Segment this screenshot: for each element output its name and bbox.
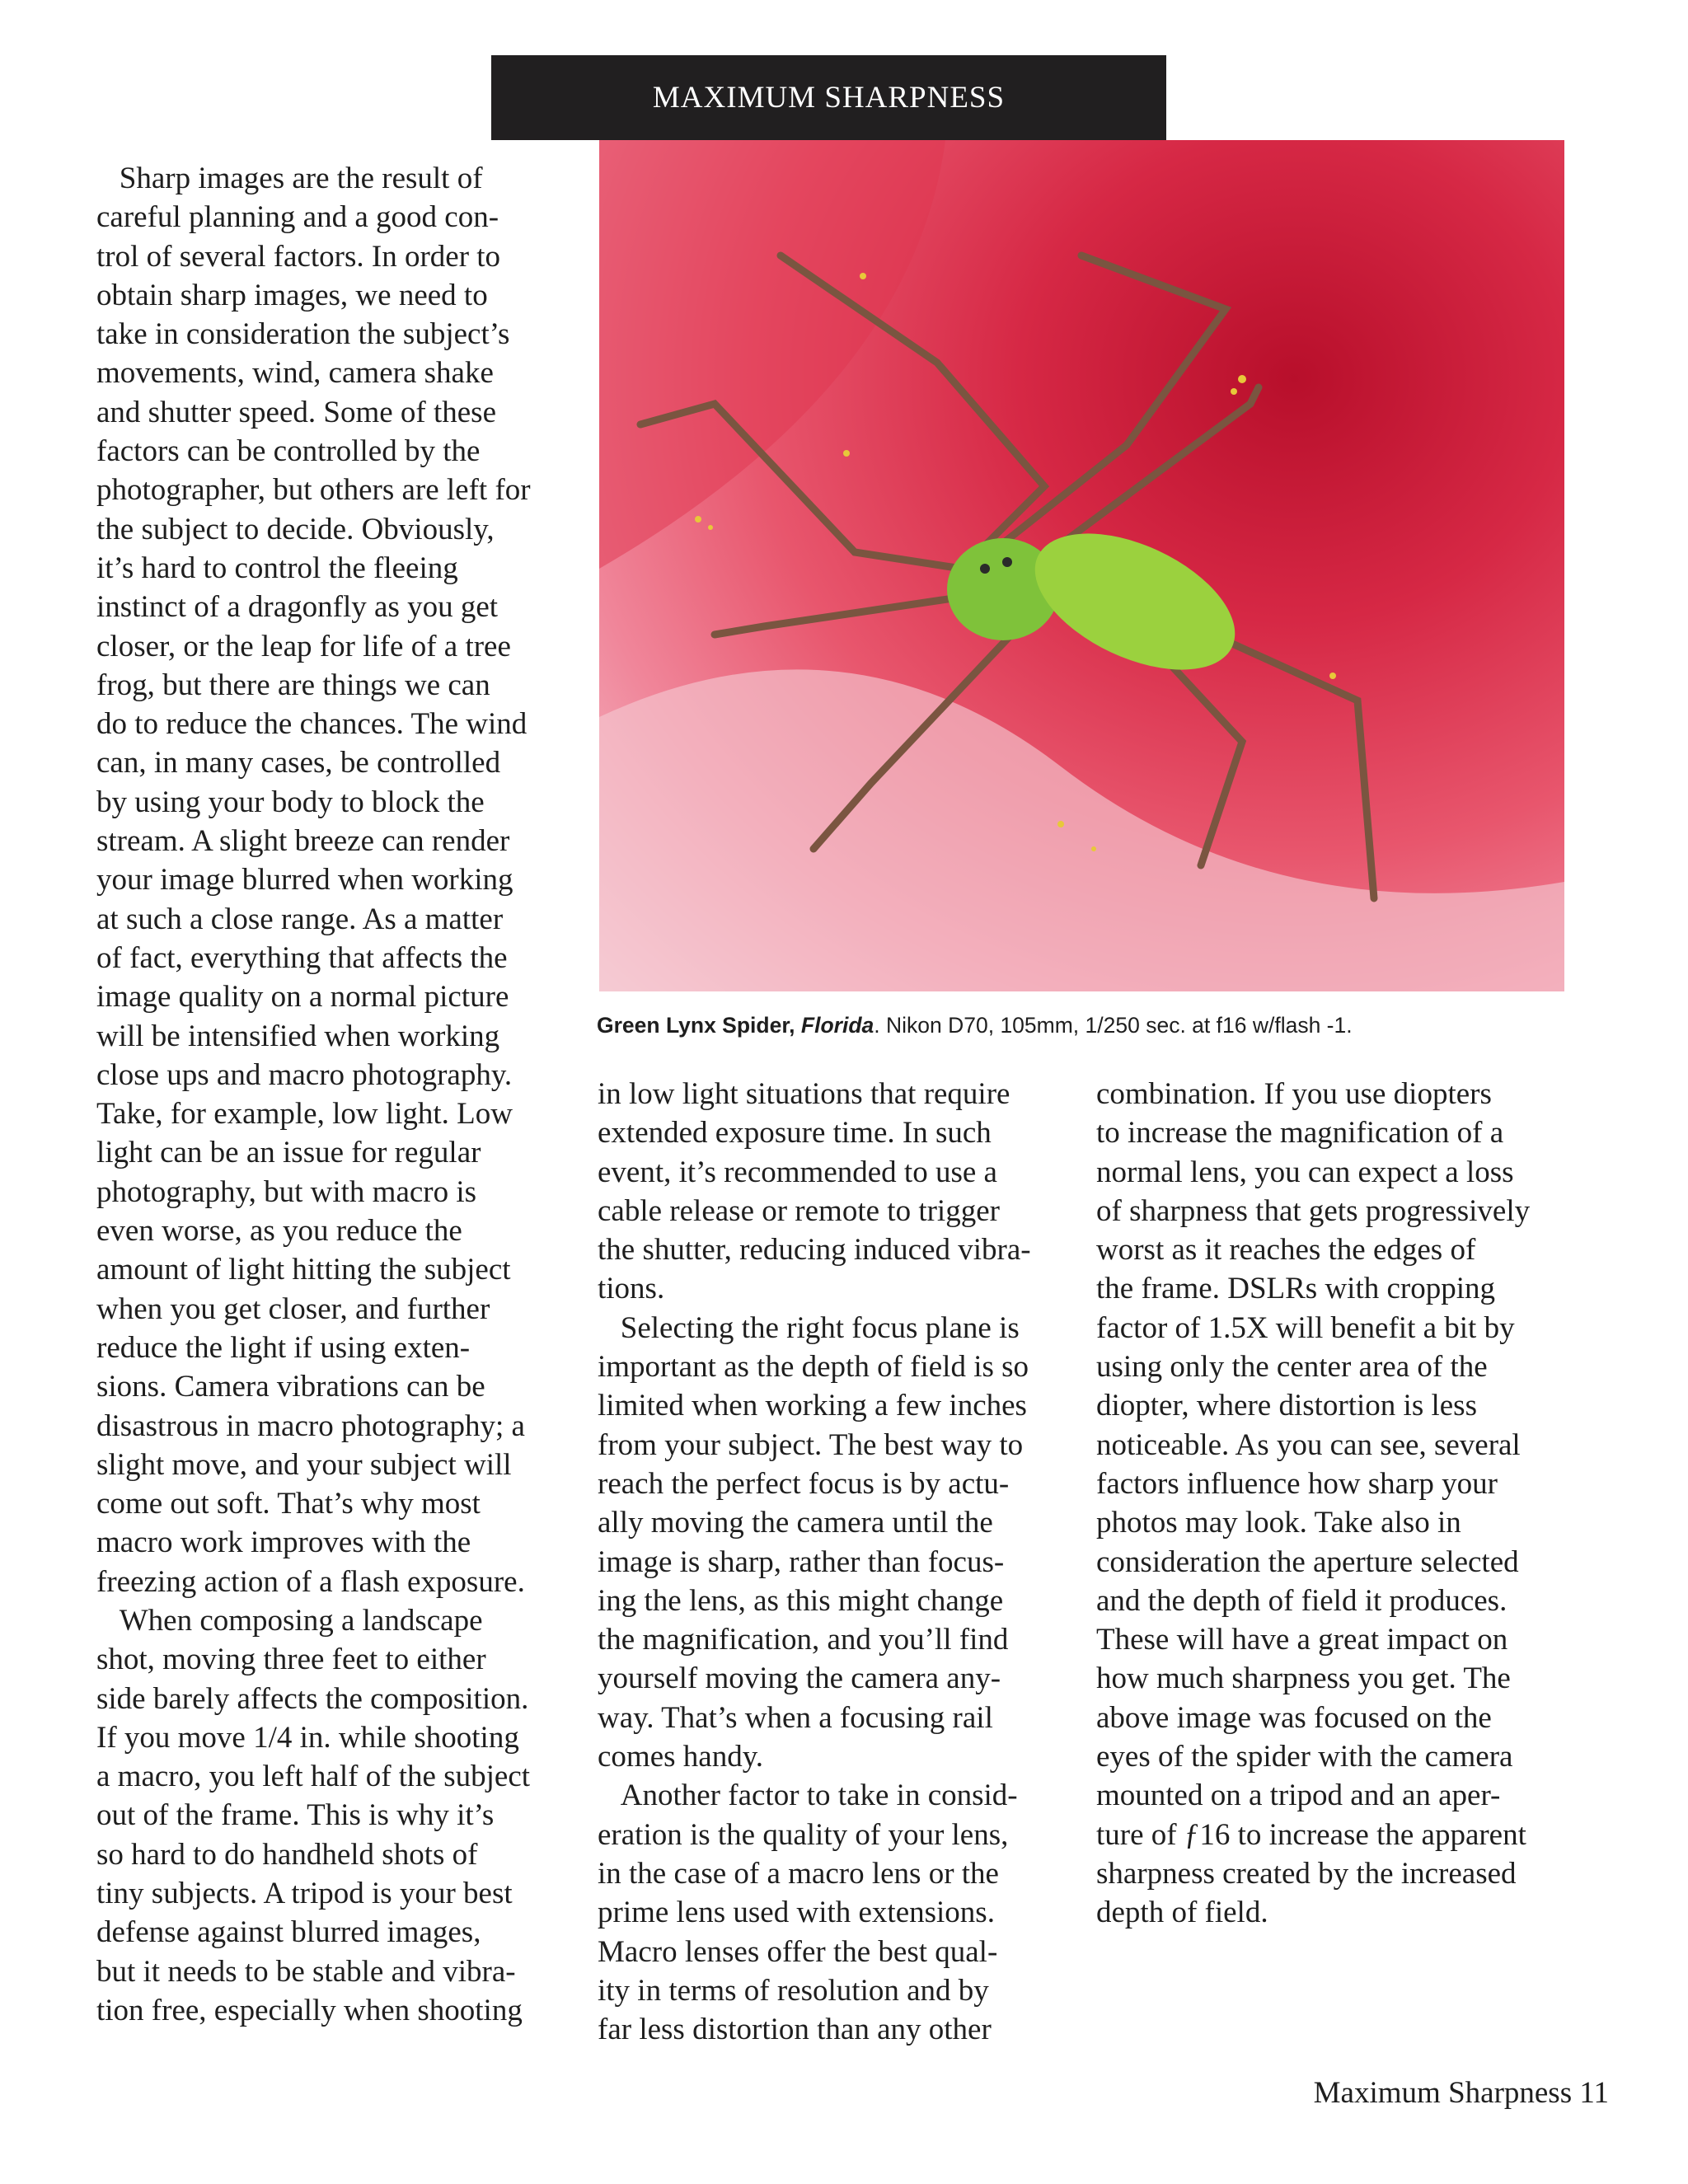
spider-abdomen xyxy=(1014,505,1255,697)
text-line: when you get closer, and further xyxy=(96,1291,490,1326)
text-line: Take, for example, low light. Low xyxy=(96,1097,513,1132)
text-line: and the depth of field it produces. xyxy=(1096,1583,1507,1618)
section-title: MAXIMUM SHARPNESS xyxy=(652,81,1006,115)
text-line: depth of field. xyxy=(1096,1896,1268,1930)
text-line: factors can be controlled by the xyxy=(96,434,481,469)
text-line: shot, moving three feet to either xyxy=(96,1643,486,1677)
text-line: Macro lenses offer the best qual- xyxy=(598,1934,998,1969)
text-line: diopter, where distortion is less xyxy=(1096,1389,1477,1423)
text-line: yourself moving the camera any- xyxy=(598,1661,1001,1696)
text-line: in low light situations that require xyxy=(598,1077,1010,1111)
text-line: disastrous in macro photography; a xyxy=(96,1408,525,1443)
text-line: trol of several factors. In order to xyxy=(96,239,501,274)
text-column-3 xyxy=(1096,1075,1574,1933)
text-line: and shutter speed. Some of these xyxy=(96,395,496,429)
text-line: ally moving the camera until the xyxy=(598,1506,993,1540)
text-line: image is sharp, rather than focus- xyxy=(598,1544,1005,1579)
text-line: do to reduce the chances. The wind xyxy=(96,707,528,742)
text-line: tiny subjects. A tripod is your best xyxy=(96,1877,513,1911)
text-line: close ups and macro photography. xyxy=(96,1057,513,1092)
caption-details: . Nikon D70, 105mm, 1/250 sec. at f16 w/flash -1. xyxy=(874,1013,1353,1038)
text-line: instinct of a dragonfly as you get xyxy=(96,590,499,625)
text-line: careful planning and a good con- xyxy=(96,200,499,235)
text-line: but it needs to be stable and vibra- xyxy=(96,1954,516,1989)
text-line: can, in many cases, be controlled xyxy=(96,746,501,780)
text-line: amount of light hitting the subject xyxy=(96,1253,511,1287)
text-line: in the case of a macro lens or the xyxy=(598,1856,999,1891)
text-line: frog, but there are things we can xyxy=(96,668,490,702)
text-line: Selecting the right focus plane is xyxy=(598,1310,1020,1345)
text-line: photos may look. Take also in xyxy=(1096,1506,1461,1540)
text-line: ture of ƒ16 to increase the apparent xyxy=(1096,1817,1526,1852)
text-line: reach the perfect focus is by actu- xyxy=(598,1466,1010,1501)
text-line: stream. A slight breeze can render xyxy=(96,824,510,859)
text-line: When composing a landscape xyxy=(96,1603,483,1638)
text-line: macro work improves with the xyxy=(96,1526,471,1560)
section-banner xyxy=(491,55,1166,140)
text-line: normal lens, you can expect a loss xyxy=(1096,1155,1514,1189)
text-line: how much sharpness you get. The xyxy=(1096,1661,1511,1696)
text-line: the frame. DSLRs with cropping xyxy=(1096,1272,1495,1306)
page-number-text: Maximum Sharpness 11 xyxy=(1313,2076,1609,2110)
text-line: freezing action of a flash exposure. xyxy=(96,1564,525,1599)
text-line: reduce the light if using exten- xyxy=(96,1330,471,1365)
text-line: sions. Camera vibrations can be xyxy=(96,1370,485,1404)
text-line: slight move, and your subject will xyxy=(96,1447,512,1482)
text-line: the subject to decide. Obviously, xyxy=(96,512,495,546)
text-line: light can be an issue for regular xyxy=(96,1136,481,1170)
text-line: from your subject. The best way to xyxy=(598,1427,1024,1462)
text-line: the shutter, reducing induced vibra- xyxy=(598,1233,1031,1268)
text-line: comes handy. xyxy=(598,1740,764,1774)
text-line: a macro, you left half of the subject xyxy=(96,1760,531,1794)
photo-caption xyxy=(597,1013,1569,1038)
text-line: mounted on a tripod and an aper- xyxy=(1096,1779,1501,1813)
text-line: factors influence how sharp your xyxy=(1096,1466,1498,1501)
text-line: worst as it reaches the edges of xyxy=(1096,1233,1476,1268)
text-line: photographer, but others are left for xyxy=(96,473,531,508)
text-line: ing the lens, as this might change xyxy=(598,1583,1004,1618)
spider-illustration xyxy=(599,140,1564,991)
spider-eye xyxy=(980,564,990,574)
text-line: sharpness created by the increased xyxy=(1096,1856,1517,1891)
text-line: closer, or the leap for life of a tree xyxy=(96,629,511,663)
text-line: factor of 1.5X will benefit a bit by xyxy=(1096,1310,1515,1345)
text-line: of sharpness that gets progressively xyxy=(1096,1193,1531,1228)
text-line: These will have a great impact on xyxy=(1096,1623,1508,1657)
text-line: it’s hard to control the fleeing xyxy=(96,551,458,585)
text-line: side barely affects the composition. xyxy=(96,1681,529,1716)
caption-location: Florida xyxy=(800,1013,874,1038)
spider-eye xyxy=(1002,557,1012,567)
text-line: the magnification, and you’ll find xyxy=(598,1623,1009,1657)
text-line: your image blurred when working xyxy=(96,863,513,898)
text-line: eyes of the spider with the camera xyxy=(1096,1740,1513,1774)
spider-photo xyxy=(599,140,1564,991)
text-line: way. That’s when a focusing rail xyxy=(598,1700,993,1735)
petal-shadow xyxy=(599,140,945,569)
text-line: image quality on a normal picture xyxy=(96,980,509,1015)
text-line: to increase the magnification of a xyxy=(1096,1116,1504,1151)
text-line: combination. If you use diopters xyxy=(1096,1077,1492,1111)
text-line: prime lens used with extensions. xyxy=(598,1896,995,1930)
text-line: eration is the quality of your lens, xyxy=(598,1817,1009,1852)
text-line: important as the depth of field is so xyxy=(598,1350,1029,1385)
caption-species: Green Lynx Spider, xyxy=(597,1013,801,1038)
text-column-1 xyxy=(96,159,566,2030)
text-line: noticeable. As you can see, several xyxy=(1096,1427,1521,1462)
text-line: limited when working a few inches xyxy=(598,1389,1027,1423)
text-line: so hard to do handheld shots of xyxy=(96,1837,478,1872)
text-line: consideration the aperture selected xyxy=(1096,1544,1519,1579)
petal-light xyxy=(599,669,1564,991)
text-line: obtain sharp images, we need to xyxy=(96,278,488,312)
text-line: by using your body to block the xyxy=(96,785,485,819)
text-line: far less distortion than any other xyxy=(598,2013,992,2047)
text-line: even worse, as you reduce the xyxy=(96,1214,462,1249)
text-line: extended exposure time. In such xyxy=(598,1116,992,1151)
text-line: out of the frame. This is why it’s xyxy=(96,1798,495,1833)
text-line: tion free, especially when shooting xyxy=(96,1993,523,2027)
text-line: at such a close range. As a matter xyxy=(96,902,504,936)
page-footer xyxy=(1296,2075,1609,2111)
text-line: tions. xyxy=(598,1272,665,1306)
text-line: above image was focused on the xyxy=(1096,1700,1492,1735)
text-line: of fact, everything that affects the xyxy=(96,940,508,975)
text-line: defense against blurred images, xyxy=(96,1915,481,1950)
text-line: movements, wind, camera shake xyxy=(96,356,494,391)
text-line: If you move 1/4 in. while shooting xyxy=(96,1720,519,1755)
text-line: will be intensified when working xyxy=(96,1019,500,1053)
text-line: cable release or remote to trigger xyxy=(598,1193,1000,1228)
text-line: using only the center area of the xyxy=(1096,1350,1488,1385)
text-line: Another factor to take in consid- xyxy=(598,1779,1018,1813)
text-column-2 xyxy=(598,1075,1076,2049)
text-line: ity in terms of resolution and by xyxy=(598,1973,989,2008)
text-line: take in consideration the subject’s xyxy=(96,317,510,352)
text-line: event, it’s recommended to use a xyxy=(598,1155,997,1189)
text-line: photography, but with macro is xyxy=(96,1174,477,1209)
text-line: Sharp images are the result of xyxy=(96,162,483,195)
text-line: come out soft. That’s why most xyxy=(96,1487,481,1521)
